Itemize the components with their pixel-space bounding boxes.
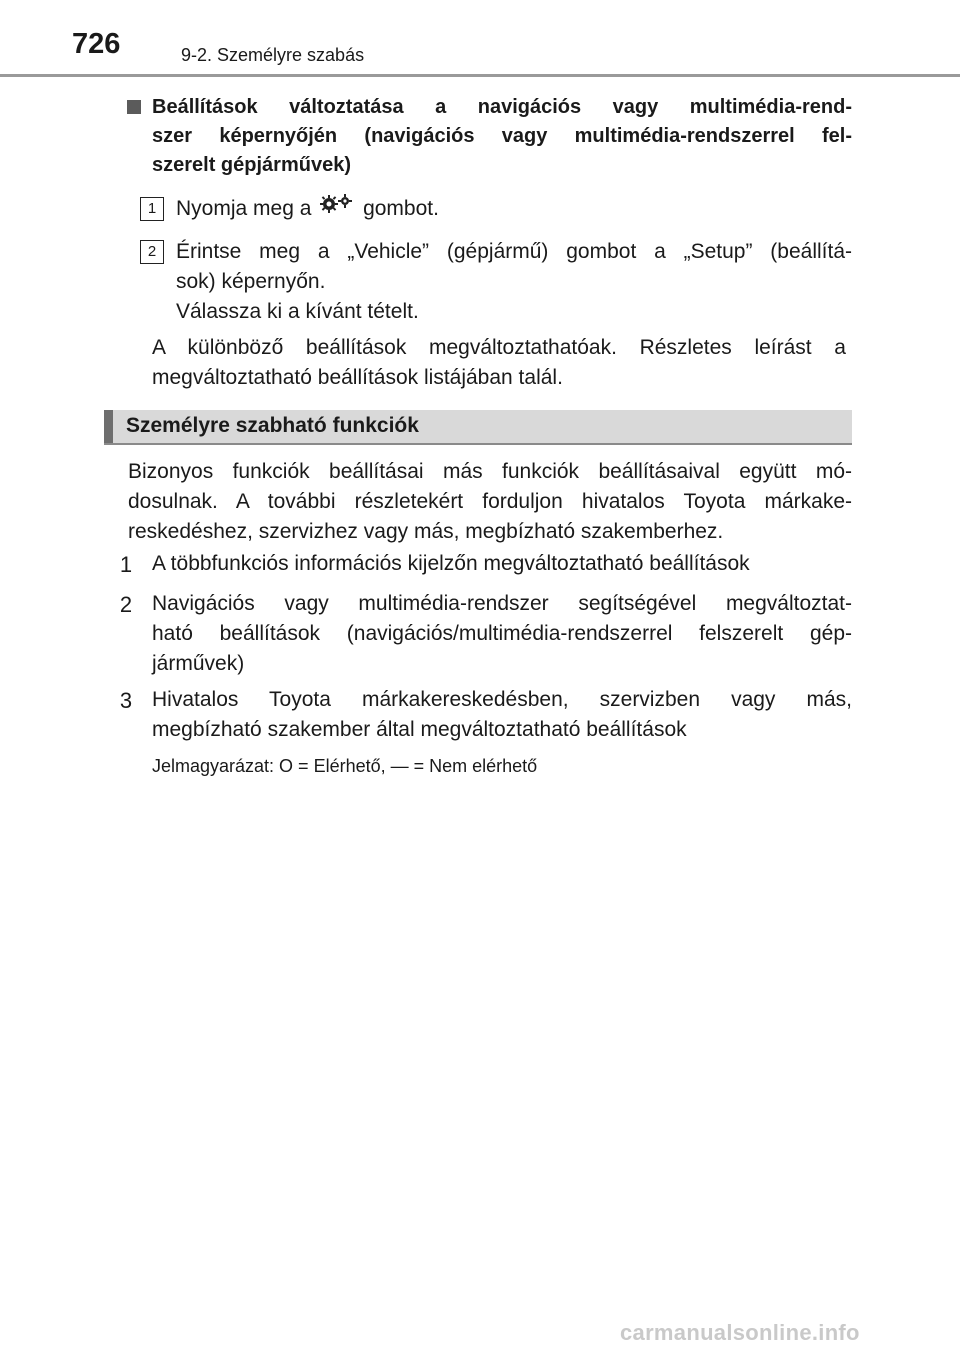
step-1-text: Nyomja meg a gombot. [176,194,856,225]
step-number-box: 2 [140,240,164,264]
heading-bullet-icon [127,100,141,114]
note-paragraph: A különböző beállítások megváltoztathatóak. Részletes leírást a megváltoztatható beállítások listájában talál. [152,336,846,389]
step-2-text: Érintse meg a „Vehicle” (gépjármű) gombot a „Setup” (beállítá- sok) képernyőn. Válassza ki a kívánt tételt. [176,240,852,323]
page-header [0,0,960,80]
legend-text: Jelmagyarázat: O = Elérhető, — = Nem elérhető [152,756,538,776]
list-item: Hivatalos Toyota márkakereskedésben, szervizben vagy más, megbízható szakember által megváltoztatható beállítások [152,688,852,741]
subsection-heading: Beállítások változtatása a navigációs vagy multimédia-rend- szer képernyőjén (navigációs vagy multimédia-rendszerrel fel- szerelt gépjárművek) [152,96,852,176]
item-marker: 1 [119,552,133,577]
page-number: 726 [72,28,121,60]
watermark: carmanualsonline.info [620,1320,860,1345]
section-bar-accent [104,410,113,444]
item-marker: 2 [119,592,133,617]
item-marker: 3 [119,688,133,713]
section-title: Személyre szabható funkciók [126,414,419,437]
list-item: Navigációs vagy multimédia-rendszer segítségével megváltoztat- ható beállítások (navigációs/multimédia-rendszerrel felszerelt gép- járművek) [152,592,852,675]
section-bar-underline [104,443,852,445]
section-heading-bar [104,410,852,444]
section-intro: Bizonyos funkciók beállításai más funkciók beállításaival együtt mó- dosulnak. A további részletekért forduljon hivatalos Toyota márkake- reskedéshez, szervizhez vagy más, megbízható szakemberhez. [128,460,852,543]
gear-icon [317,192,357,223]
list-item: A többfunkciós információs kijelzőn megváltoztatható beállítások [152,552,750,575]
header-divider [0,74,960,77]
chapter-title: 9-2. Személyre szabás [181,45,365,65]
step-number-box: 1 [140,197,164,221]
